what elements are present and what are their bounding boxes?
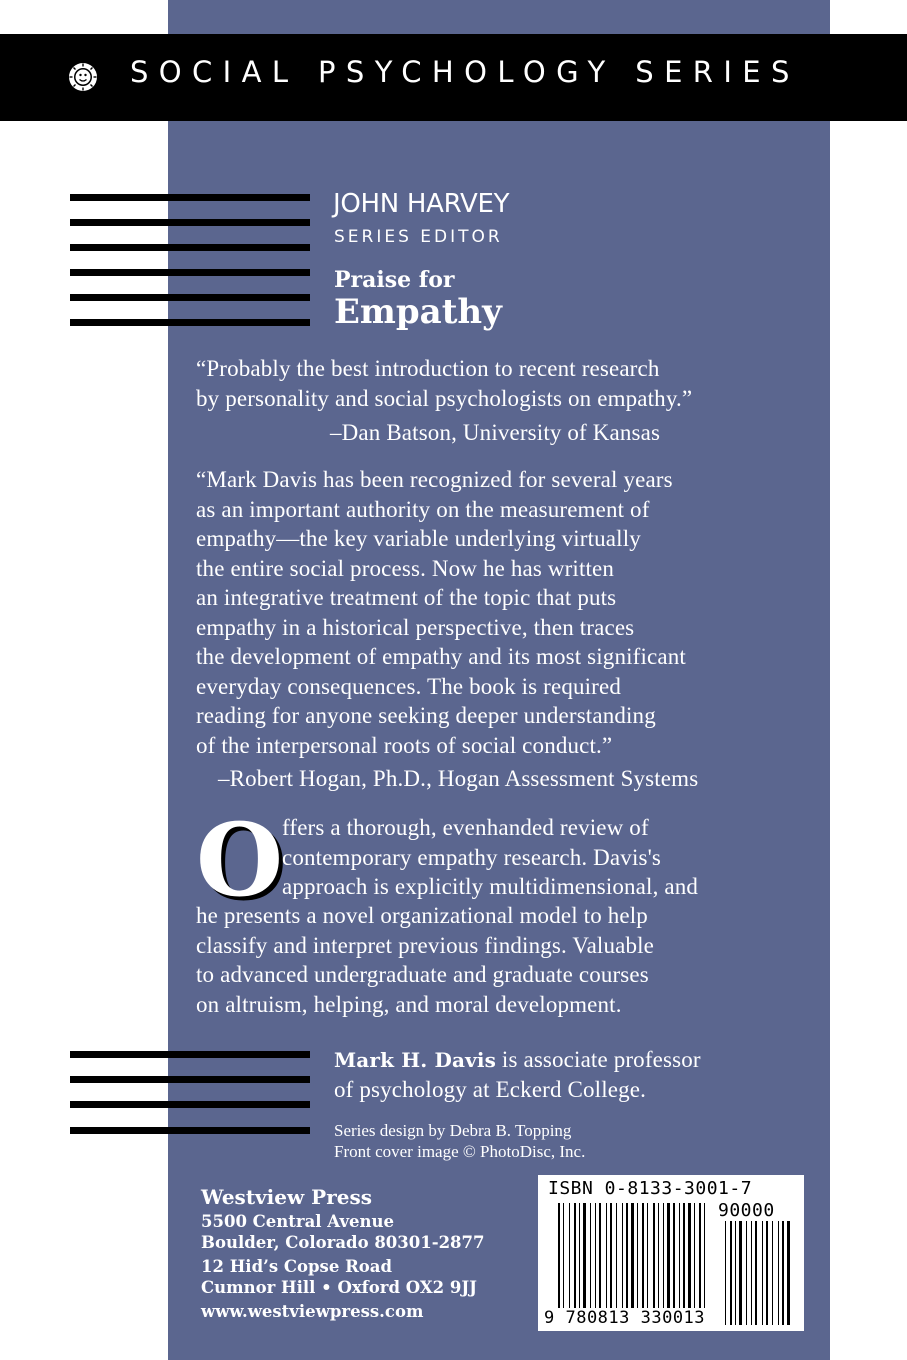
decorative-bar — [70, 1101, 310, 1108]
isbn-barcode — [538, 1175, 804, 1331]
decorative-bar — [70, 1051, 310, 1058]
quote-line: as an important authority on the measurement of — [196, 496, 650, 522]
description-body — [196, 901, 654, 1019]
book-title: Empathy — [334, 292, 502, 332]
quote-line: reading for anyone seeking deeper understanding — [196, 703, 656, 728]
drop-cap: O — [196, 801, 284, 919]
decorative-bar — [70, 1127, 310, 1134]
price-code: 90000 — [718, 1200, 775, 1221]
decorative-bar — [70, 269, 310, 276]
quote-line: empathy—the key variable underlying virtually — [196, 526, 641, 551]
address-line: 5500 Central Avenue — [201, 1212, 395, 1231]
author-bio-text: is associate professor — [496, 1047, 701, 1072]
credits — [334, 1120, 585, 1162]
ean-digits: 9 780813 330013 — [544, 1308, 706, 1328]
quote-line: “Probably the best introduction to recent research — [196, 356, 660, 381]
quote-attribution: –Robert Hogan, Ph.D., Hogan Assessment Systems — [218, 766, 699, 791]
quote-line: the development of empathy and its most significant — [196, 644, 686, 669]
decorative-bar — [70, 319, 310, 326]
quote-line: empathy in a historical perspective, then traces — [196, 614, 635, 640]
praise-intro: Praise for — [334, 267, 455, 293]
description-line: classify and interpret previous findings. Valuable — [196, 932, 655, 958]
description-line: contemporary empathy research. Davis's — [282, 844, 661, 870]
series-editor-name: JOHN HARVEY — [333, 189, 510, 219]
quote-line: the entire social process. Now he has written — [196, 555, 615, 581]
description-line: approach is explicitly multidimensional, and — [282, 874, 699, 899]
sun-face-icon — [68, 62, 98, 92]
publisher-website: www.westviewpress.com — [201, 1302, 424, 1321]
description-line: on altruism, helping, and moral development. — [196, 991, 622, 1017]
publisher-name: Westview Press — [201, 1185, 372, 1209]
decorative-bars-bottom — [70, 1051, 310, 1141]
decorative-bar — [70, 244, 310, 251]
decorative-bar — [70, 1076, 310, 1083]
description-line: ffers a thorough, evenhanded review of — [282, 815, 649, 840]
quote-line: by personality and social psychologists on empathy.” — [196, 385, 693, 411]
quote-line: “Mark Davis has been recognized for several years — [196, 467, 673, 492]
address-line: 12 Hid’s Copse Road — [201, 1257, 393, 1276]
quote-line: of the interpersonal roots of social conduct.” — [196, 732, 613, 758]
publisher-block — [201, 1183, 485, 1322]
author-bio-text: of psychology at Eckerd College. — [334, 1077, 647, 1102]
quote-line: an integrative treatment of the topic that puts — [196, 585, 617, 610]
decorative-bar — [70, 219, 310, 226]
author-name: Mark H. Davis — [334, 1048, 497, 1072]
series-editor-role: SERIES EDITOR — [334, 227, 503, 247]
description-line: to advanced undergraduate and graduate courses — [196, 962, 649, 987]
decorative-bars-top — [70, 194, 310, 334]
decorative-bar — [70, 194, 310, 201]
quote-line: everyday consequences. The book is required — [196, 673, 621, 699]
isbn-label: ISBN 0-8133-3001-7 — [548, 1178, 753, 1199]
design-credit: Series design by Debra B. Topping — [334, 1121, 572, 1140]
quote-hogan — [196, 465, 686, 760]
description-indented — [282, 813, 698, 902]
quote-attribution: –Dan Batson, University of Kansas — [330, 420, 661, 445]
quote-batson — [196, 354, 692, 413]
description-line: he presents a novel organizational model to help — [196, 903, 648, 928]
author-bio — [334, 1045, 701, 1105]
series-title: SOCIAL PSYCHOLOGY SERIES — [130, 55, 800, 89]
decorative-bar — [70, 294, 310, 301]
address-line: Cumnor Hill • Oxford OX2 9JJ — [201, 1278, 477, 1297]
cover-image-credit: Front cover image © PhotoDisc, Inc. — [334, 1142, 586, 1161]
address-line: Boulder, Colorado 80301-2877 — [201, 1233, 485, 1252]
